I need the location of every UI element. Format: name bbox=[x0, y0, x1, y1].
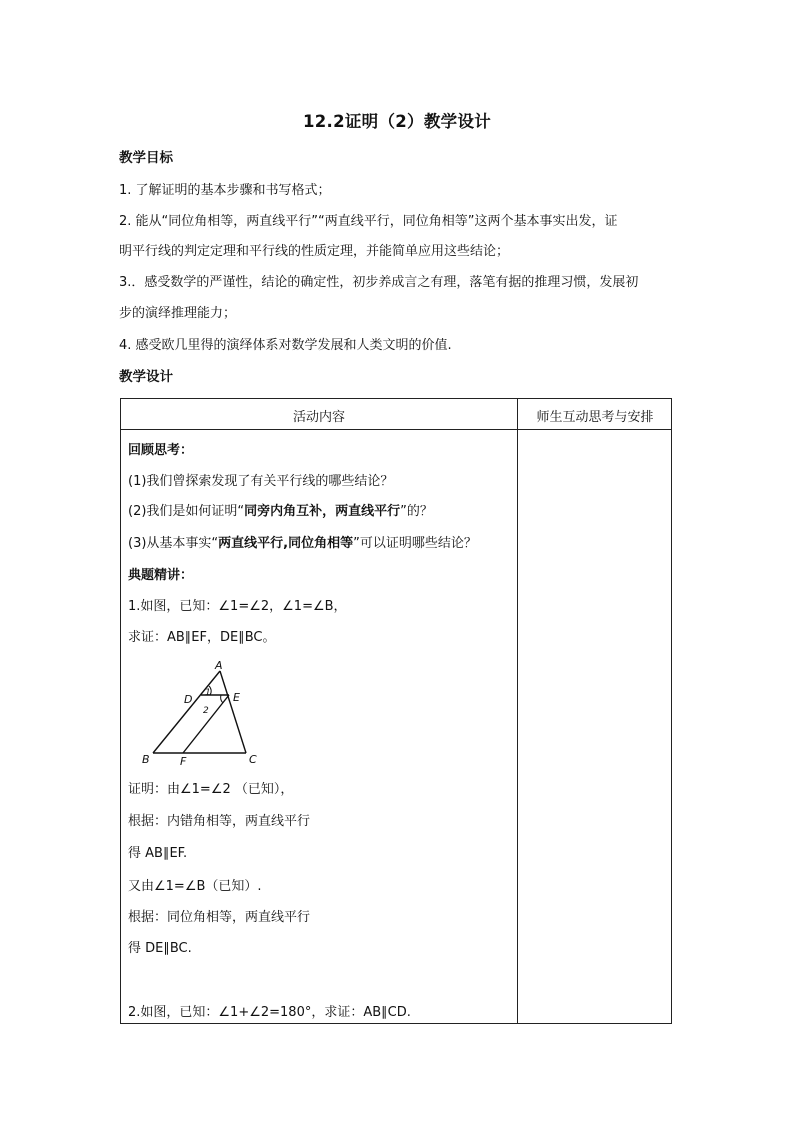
goal-line-1: 1. 了解证明的基本步骤和书写格式； bbox=[119, 183, 331, 198]
label-angle-2: 2 bbox=[203, 706, 209, 716]
goal-line-3: 明平行线的判定定理和平行线的性质定理，并能简单应用这些结论； bbox=[119, 244, 510, 259]
label-a: A bbox=[215, 659, 223, 672]
example-2: 2.如图，已知：∠1+∠2=180°，求证：AB∥CD. bbox=[128, 1005, 411, 1020]
example-1-given: 1.如图，已知：∠1=∠2，∠1=∠B， bbox=[128, 599, 347, 614]
segment-ab bbox=[153, 671, 220, 753]
triangle-figure bbox=[140, 659, 265, 769]
review-question-3: (3)从基本事实“两直线平行,同位角相等”可以证明哪些结论？ bbox=[128, 536, 477, 551]
proof-line-2: 根据：内错角相等，两直线平行 bbox=[128, 814, 311, 829]
goal-line-5: 步的演绎推理能力； bbox=[119, 306, 237, 321]
label-angle-1: 1 bbox=[205, 688, 211, 698]
label-f: F bbox=[180, 755, 187, 768]
label-d: D bbox=[184, 693, 193, 706]
label-b: B bbox=[142, 753, 150, 766]
angle-2-arc bbox=[221, 695, 223, 703]
proof-line-6: 得 DE∥BC. bbox=[128, 941, 192, 956]
review-question-2: (2)我们是如何证明“同旁内角互补，两直线平行”的？ bbox=[128, 504, 433, 519]
design-heading: 教学设计 bbox=[119, 369, 173, 385]
label-e: E bbox=[233, 691, 240, 704]
col-header-activity: 活动内容 bbox=[292, 410, 345, 425]
proof-line-4: 又由∠1=∠B（已知）. bbox=[128, 879, 262, 894]
proof-line-3: 得 AB∥EF. bbox=[128, 846, 188, 861]
goal-line-4: 3.．感受数学的严谨性，结论的确定性，初步养成言之有理，落笔有据的推理习惯，发展初 bbox=[119, 275, 639, 290]
label-c: C bbox=[249, 753, 257, 766]
goals-heading: 教学目标 bbox=[119, 150, 173, 166]
header-divider bbox=[121, 429, 671, 430]
segment-ac bbox=[220, 671, 246, 753]
example-1-prove: 求证：AB∥EF，DE∥BC。 bbox=[128, 630, 276, 645]
goal-line-6: 4. 感受欧几里得的演绎体系对数学发展和人类文明的价值. bbox=[119, 338, 452, 353]
proof-line-1: 证明：由∠1=∠2 （已知）， bbox=[128, 782, 294, 797]
column-divider bbox=[517, 399, 518, 1023]
page-title: 12.2证明（2）教学设计 bbox=[302, 112, 492, 131]
goal-line-2: 2. 能从“同位角相等，两直线平行”“两直线平行，同位角相等”这两个基本事实出发，证 bbox=[119, 214, 618, 229]
proof-line-5: 根据：同位角相等，两直线平行 bbox=[128, 910, 311, 925]
col-header-interaction: 师生互动思考与安排 bbox=[536, 410, 654, 425]
example-heading: 典题精讲： bbox=[128, 568, 194, 583]
review-heading: 回顾思考： bbox=[128, 443, 194, 458]
review-question-1: (1)我们曾探索发现了有关平行线的哪些结论？ bbox=[128, 474, 394, 489]
